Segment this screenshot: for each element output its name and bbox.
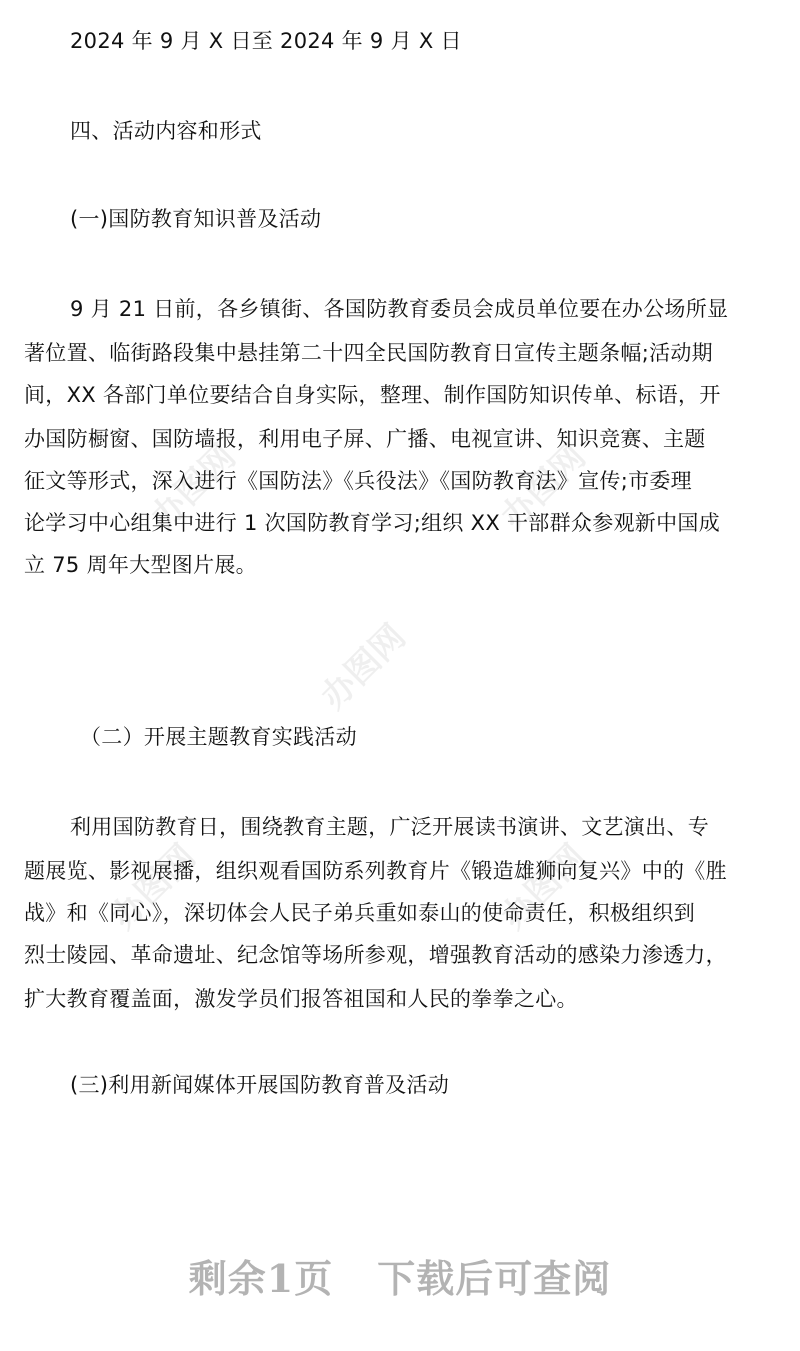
date-range: 2024 年 9 月 X 日至 2024 年 9 月 X 日 <box>70 29 462 53</box>
watermark: 办图网 <box>493 836 594 938</box>
paragraph-2-line: 扩大教育覆盖面，激发学员们报答祖国和人民的拳拳之心。 <box>24 987 578 1011</box>
paragraph-1-line: 9 月 21 日前，各乡镇街、各国防教育委员会成员单位要在办公场所显 <box>70 297 729 321</box>
paragraph-1-line: 著位置、临街路段集中悬挂第二十四全民国防教育日宣传主题条幅;活动期 <box>24 341 713 365</box>
paragraph-2-line: 利用国防教育日，围绕教育主题，广泛开展读书演讲、文艺演出、专 <box>70 815 709 839</box>
subsection-title-3: (三)利用新闻媒体开展国防教育普及活动 <box>70 1073 450 1097</box>
subsection-title-2: （二）开展主题教育实践活动 <box>80 725 357 749</box>
watermark: 办图网 <box>493 436 594 538</box>
paragraph-2-line: 战》和《同心》，深切体会人民子弟兵重如泰山的使命责任，积极组织到 <box>24 901 696 925</box>
section-heading: 四、活动内容和形式 <box>70 119 262 143</box>
paragraph-1-line: 征文等形式，深入进行《国防法》《兵役法》《国防教育法》宣传;市委理 <box>24 469 692 493</box>
paragraph-1-line: 办国防橱窗、国防墙报，利用电子屏、广播、电视宣讲、知识竞赛、主题 <box>24 427 706 451</box>
paragraph-1-line: 论学习中心组集中进行 1 次国防教育学习;组织 XX 干部群众参观新中国成 <box>24 511 721 535</box>
paragraph-2-line: 题展览、影视展播，组织观看国防系列教育片《锻造雄狮向复兴》中的《胜 <box>24 859 727 883</box>
download-hint-text: 下载后可查阅 <box>377 1256 612 1301</box>
watermark: 办图网 <box>103 836 204 938</box>
subsection-title-1: (一)国防教育知识普及活动 <box>70 207 322 231</box>
paragraph-2-line: 烈士陵园、革命遗址、纪念馆等场所参观，增强教育活动的感染力渗透力， <box>24 943 727 967</box>
remaining-pages-text: 剩余1页 <box>188 1256 334 1301</box>
paragraph-1-line: 间，XX 各部门单位要结合自身实际，整理、制作国防知识传单、标语，开 <box>24 383 721 407</box>
watermark: 办图网 <box>313 616 414 718</box>
paragraph-1-line: 立 75 周年大型图片展。 <box>24 553 257 577</box>
watermark: 办图网 <box>143 436 244 538</box>
download-prompt[interactable] <box>0 1248 800 1303</box>
